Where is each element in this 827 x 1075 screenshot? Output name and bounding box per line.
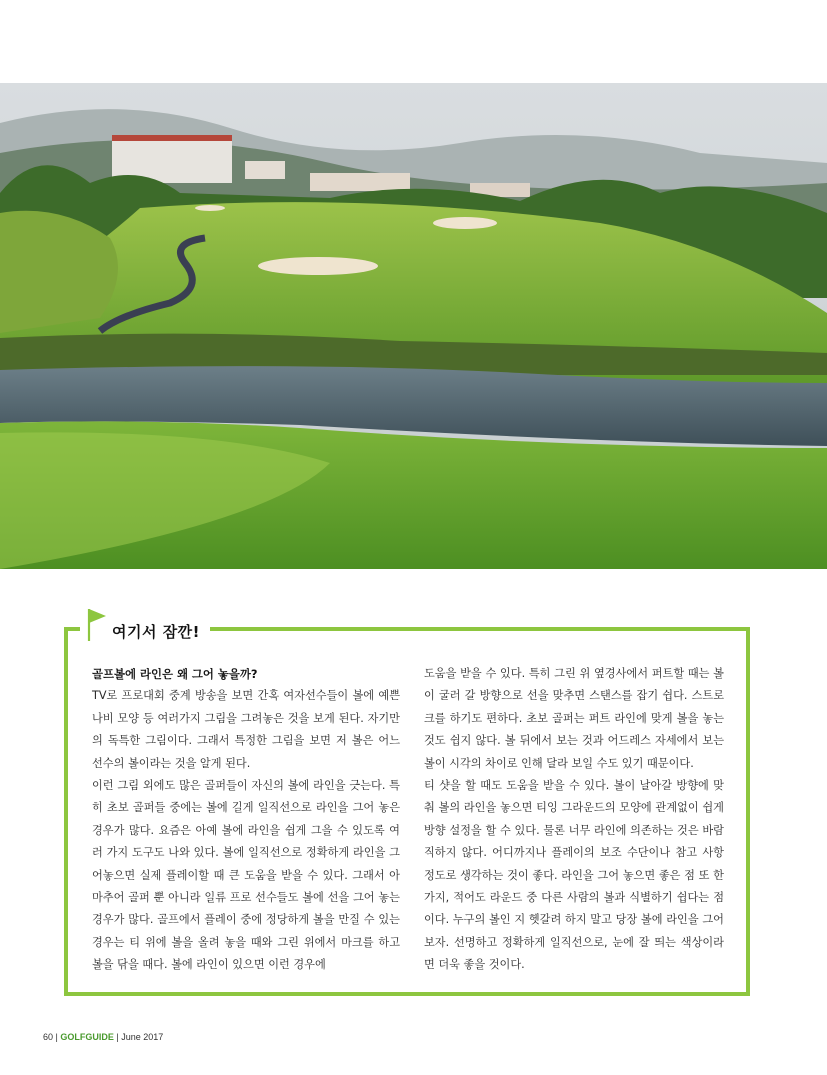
flag-icon xyxy=(86,607,108,641)
magazine-brand: GOLFGUIDE xyxy=(60,1032,114,1042)
tip-paragraph: 도움을 받을 수 있다. 특히 그린 위 옆경사에서 퍼트할 때는 볼이 굴러 갈 방향으로 선을 맞추면 스탠스를 잡기 쉽다. 스트로크를 하기도 편하다. 초보 골퍼는 퍼트 라인에 맞게 볼을 놓는 것도 쉽지 않다. 볼 뒤에서 보는 것과 어드레스 자세에서 보는 볼이 시각의 차이로 인해 달라 보일 수도 있기 때문이다. xyxy=(424,667,724,770)
issue-date: June 2017 xyxy=(121,1032,164,1042)
golf-course-photo xyxy=(0,83,827,569)
tip-column-left xyxy=(92,663,400,977)
page-footer xyxy=(43,1032,163,1042)
footer-separator: | xyxy=(53,1032,61,1042)
tip-header xyxy=(80,604,210,644)
golf-course-illustration xyxy=(0,83,827,569)
footer-separator: | xyxy=(113,1032,122,1042)
tip-subheading: 골프볼에 라인은 왜 그어 놓을까? xyxy=(92,667,258,681)
tip-paragraph: TV로 프로대회 중계 방송을 보면 간혹 여자선수들이 볼에 예쁜 나비 모양 등 여러가지 그림을 그려놓은 것을 보게 된다. 자기만의 독특한 그림이다. 그래서 특정한 그림을 보면 저 볼은 어느 선수의 볼이라는 것을 알게 된다. xyxy=(92,689,400,770)
tip-paragraph: 이런 그림 외에도 많은 골퍼들이 자신의 볼에 라인을 긋는다. 특히 초보 골퍼들 중에는 볼에 길게 일직선으로 라인을 그어 놓은 경우가 많다. 요즘은 아예 볼에 라인을 쉽게 그을 수 있도록 여러 가지 도구도 나와 있다. 볼에 일직선으로 정확하게 라인을 그어놓으면 실제 플레이할 때 큰 도움을 받을 수 있다. 그래서 아마추어 골퍼 뿐 아니라 일류 프로 선수들도 볼에 선을 그어 놓는 경우가 많다. 골프에서 플레이 중에 정당하게 볼을 만질 수 있는 경우는 티 위에 볼을 올려 놓을 때와 그린 위에서 마크를 하고 볼을 닦을 때다. 볼에 라인이 있으면 이런 경우에 xyxy=(92,779,400,972)
tip-column-right xyxy=(424,663,724,977)
tip-title: 여기서 잠깐! xyxy=(112,622,201,641)
page-number: 60 xyxy=(43,1032,54,1042)
tip-paragraph: 티 샷을 할 때도 도움을 받을 수 있다. 볼이 날아갈 방향에 맞춰 볼의 라인을 놓으면 티잉 그라운드의 모양에 관계없이 쉽게 방향 설정을 할 수 있다. 물론 너무 라인에 의존하는 것은 바람직하지 않다. 어디까지나 플레이의 보조 수단이나 참고 사항 정도로 생각하는 것이 좋다. 라인을 그어 놓으면 좋은 점 또 한가지, 적어도 라운드 중 다른 사람의 볼과 식별하기 쉽다는 점이다. 누구의 볼인 지 헷갈려 하지 말고 당장 볼에 라인을 그어 보자. 선명하고 정확하게 일직선으로, 눈에 잘 띄는 색상이라면 더욱 좋을 것이다. xyxy=(424,779,724,972)
